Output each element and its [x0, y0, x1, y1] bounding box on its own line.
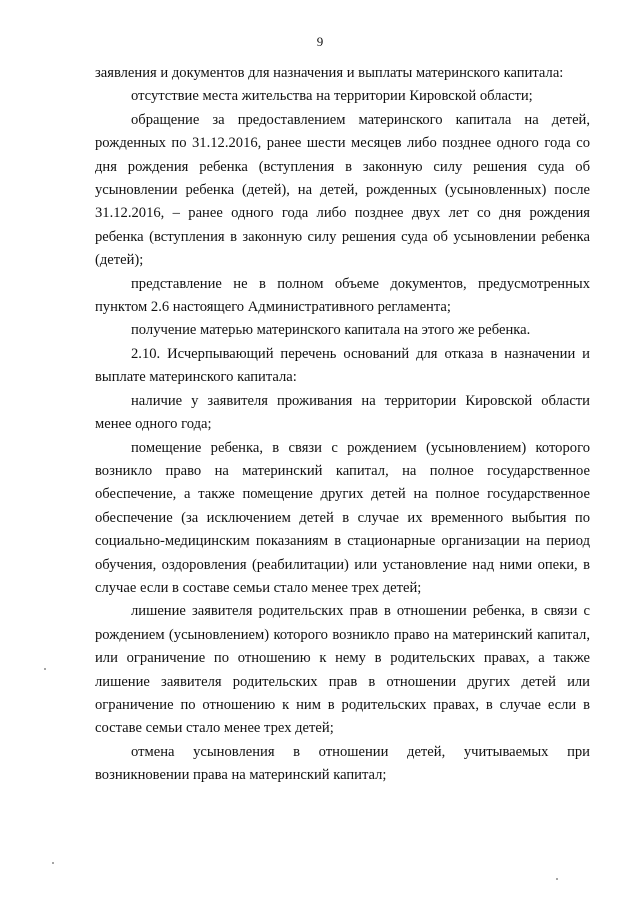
paragraph-section-2-10: 2.10. Исчерпывающий перечень оснований для отказа в назначении и выплате материнского капитала:: [95, 345, 590, 386]
paragraph-adoption-cancelled: отмена усыновления в отношении детей, учитываемых при возникновении права на материнский капитал;: [95, 743, 590, 784]
paragraph-continuation: заявления и документов для назначения и выплаты материнского капитала:: [95, 65, 564, 81]
paragraph-residence-less-than-year: наличие у заявителя проживания на территории Кировской области менее одного года;: [95, 392, 590, 433]
paragraph-incomplete-documents: представление не в полном объеме документов, предусмотренных пунктом 2.6 настоящего Административного регламента;: [95, 275, 590, 316]
paragraph-parental-rights: лишение заявителя родительских прав в отношении ребенка, в связи с рождением (усыновлением) которого возникло право на материнский капитал, или ограничение по отношению к нему в родительских правах, а также лишение заявителя родительских прав в отношении других детей или ограничение по отношению к ним в родительских правах, в случае если в составе семьи стало менее трех детей;: [95, 603, 590, 737]
scan-speck: [44, 668, 46, 670]
paragraph-application-timing: обращение за предоставлением материнского капитала на детей, рожденных по 31.12.2016, ранее шести месяцев либо позднее одного года со дня рождения ребенка (вступления в законную силу решения суда об усыновлении ребенка (детей), на детей, рожденных (усыновленных) после 31.12.2016, – ранее одного года либо позднее двух лет со дня рождения ребенка (вступления в законную силу решения суда об усыновлении ребенка (детей);: [95, 111, 590, 269]
paragraph-state-care: помещение ребенка, в связи с рождением (усыновлением) которого возникло право на материнский капитал, на полное государственное обеспечение, а также помещение других детей на полное государственное обеспечение (за исключением детей в случае их временного выбытия по социально-медицинским показаниям в стационарные организации на период обучения, оздоровления (реабилитации) или установление над ними опеки, в случае если в составе семьи стало менее трех детей;: [95, 439, 590, 596]
paragraph-already-received: получение матерью материнского капитала на этого же ребенка.: [131, 322, 531, 339]
document-body: [95, 62, 590, 788]
paragraph-no-residence: отсутствие места жительства на территории Кировской области;: [131, 88, 533, 105]
scan-speck: [556, 878, 558, 880]
page-number: 9: [316, 34, 324, 49]
scan-speck: [52, 862, 54, 864]
